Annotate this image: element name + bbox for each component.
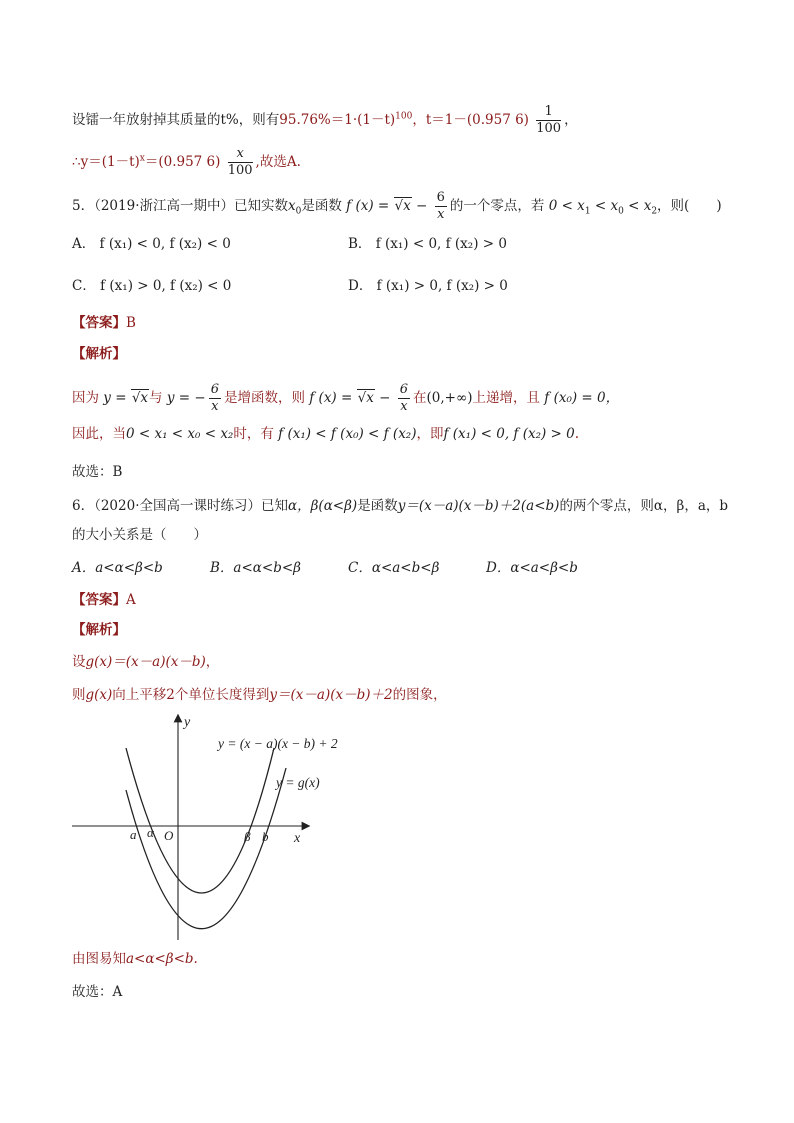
text: . — [574, 426, 580, 442]
text: 因此，当 — [72, 426, 126, 442]
y-axis-label: y — [184, 715, 191, 730]
sqrt-x: √x — [394, 198, 411, 214]
q6-solution-3 — [72, 949, 198, 969]
q6-option-d: D．α<a<β<b — [486, 560, 578, 576]
q6-option-b: B．a<α<b<β — [210, 560, 301, 576]
text: 的一个零点，若 — [449, 198, 545, 214]
q6-solution-2 — [72, 685, 447, 705]
answer-tag: 【答案】 — [72, 315, 126, 331]
math: y = √x — [103, 390, 149, 406]
text: 时，有 — [233, 426, 274, 442]
text: 设 — [72, 654, 86, 670]
text: ， — [564, 112, 578, 128]
beta-label: β — [244, 829, 251, 844]
q5-option-d: D． f (x₁) > 0, f (x₂) > 0 — [348, 278, 508, 294]
fraction — [228, 146, 253, 179]
text: f (x₁) < f (x₀) < f (x₂) — [278, 426, 417, 442]
upper-curve-label: y = (x − a)(x − b) + 2 — [218, 736, 338, 751]
text: 与 — [149, 390, 163, 406]
text: 6 — [436, 190, 445, 205]
text: 的图象， — [392, 687, 447, 703]
b-label: b — [262, 829, 269, 844]
q5-option-b: B． f (x₁) < 0, f (x₂) > 0 — [348, 236, 507, 252]
q5-stem: 5．（2019·浙江高一期中）已知实数$x_0$是函数 f (x) = √x − $\frac{6}{x}$ 的一个零点，若 $0 < x_1 < x_0 < x_2$，则( ) — [72, 190, 722, 222]
text: (0,+∞) — [426, 390, 473, 406]
fraction — [536, 104, 561, 137]
q5-conclusion: 故选：B — [72, 464, 123, 480]
text: ，t＝1－(0.957 6) — [412, 112, 529, 128]
text: 设镭一年放射掉其质量的t%，则有 — [72, 112, 280, 128]
q6-option-c: C．α<a<b<β — [348, 560, 440, 576]
text: y＝(x－a)(x－b)＋2(a<b) — [397, 498, 560, 514]
text: x — [139, 153, 145, 164]
prev-line-2 — [72, 146, 301, 179]
text: ，则( ) — [657, 198, 722, 214]
q5-solution-2 — [72, 424, 579, 444]
text: 0 < x — [548, 198, 585, 214]
text: 95.76%＝1·(1－t) — [279, 112, 396, 128]
text: ，即 — [416, 426, 444, 442]
x-axis-label: x — [294, 831, 301, 846]
q5-option-c: C． f (x₁) > 0, f (x₂) < 0 — [72, 278, 232, 294]
a-label: a — [130, 827, 137, 842]
text: x — [437, 207, 445, 222]
answer-tag: 【答案】 — [72, 592, 126, 608]
q6-conclusion: 故选：A — [72, 984, 123, 1000]
q6-analysis-tag — [72, 620, 126, 640]
text: 0 < x₁ < x₀ < x₂ — [126, 426, 234, 442]
text: x — [288, 198, 296, 214]
text: 上递增，且 — [472, 390, 540, 406]
q6-solution-1 — [72, 652, 219, 672]
q6-answer — [72, 590, 136, 610]
text: 【解析】 — [72, 346, 126, 362]
text: 1 — [536, 104, 561, 121]
q5-answer — [72, 313, 136, 333]
origin-label: O — [164, 828, 174, 843]
q5-analysis-tag — [72, 344, 126, 364]
q5-option-a: A． f (x₁) < 0, f (x₂) < 0 — [72, 236, 231, 252]
text: f (x₁) < 0, f (x₂) > 0 — [443, 426, 575, 442]
text: 是函数 — [301, 198, 342, 214]
text: g(x) — [85, 687, 113, 703]
text: 向上平移 — [112, 687, 167, 703]
text: 5．（2019·浙江高一期中）已知实数 — [72, 198, 288, 214]
text: 个单位长度得到 — [174, 687, 270, 703]
text: α，β(α<β) — [288, 498, 358, 514]
text: 【解析】 — [72, 622, 126, 638]
text: ∴y＝(1－t) — [72, 154, 140, 170]
lower-curve-label: y = g(x) — [276, 775, 320, 790]
text: 6．（2020·全国高一课时练习）已知 — [72, 498, 288, 514]
text: a<α<β<b. — [126, 951, 198, 967]
answer-value: B — [126, 315, 136, 331]
text: 100 — [536, 121, 562, 136]
fraction — [435, 190, 447, 223]
text: y＝(x－a)(x－b)＋2 — [269, 687, 393, 703]
text: f (x) = — [346, 198, 394, 214]
text: 2 — [166, 687, 175, 703]
text: 是函数 — [357, 498, 398, 514]
q6-option-a: A．a<α<β<b — [72, 560, 163, 576]
q5-solution-1 — [72, 382, 619, 415]
text: ,故选A. — [255, 154, 301, 170]
text: 由图易知 — [72, 951, 126, 967]
text: ＝(0.957 6) — [144, 154, 221, 170]
q6-stem-1 — [72, 496, 728, 516]
q6-stem-2: 的大小关系是（ ） — [72, 527, 207, 543]
text: ， — [205, 654, 220, 670]
text: 100 — [395, 111, 413, 122]
math: y = − $\frac{6}{x}$ — [166, 382, 219, 414]
text: f (x₀) = 0， — [544, 390, 620, 406]
text: 100 — [227, 163, 253, 178]
parabola-graph — [60, 708, 350, 948]
math: f (x) = √x − $\frac{6}{x}$ — [309, 382, 409, 414]
prev-line-1 — [72, 104, 578, 137]
text: 是增函数，则 — [223, 390, 305, 406]
answer-value: A — [126, 592, 136, 608]
text: 则 — [72, 687, 86, 703]
alpha-label: α — [147, 825, 154, 840]
text: 在 — [413, 390, 427, 406]
text: 因为 — [72, 390, 99, 406]
text: g(x)＝(x－a)(x－b) — [85, 654, 206, 670]
text: x — [228, 146, 253, 163]
text: 的两个零点，则α，β，a，b — [559, 498, 729, 514]
text: 0 — [295, 206, 302, 217]
